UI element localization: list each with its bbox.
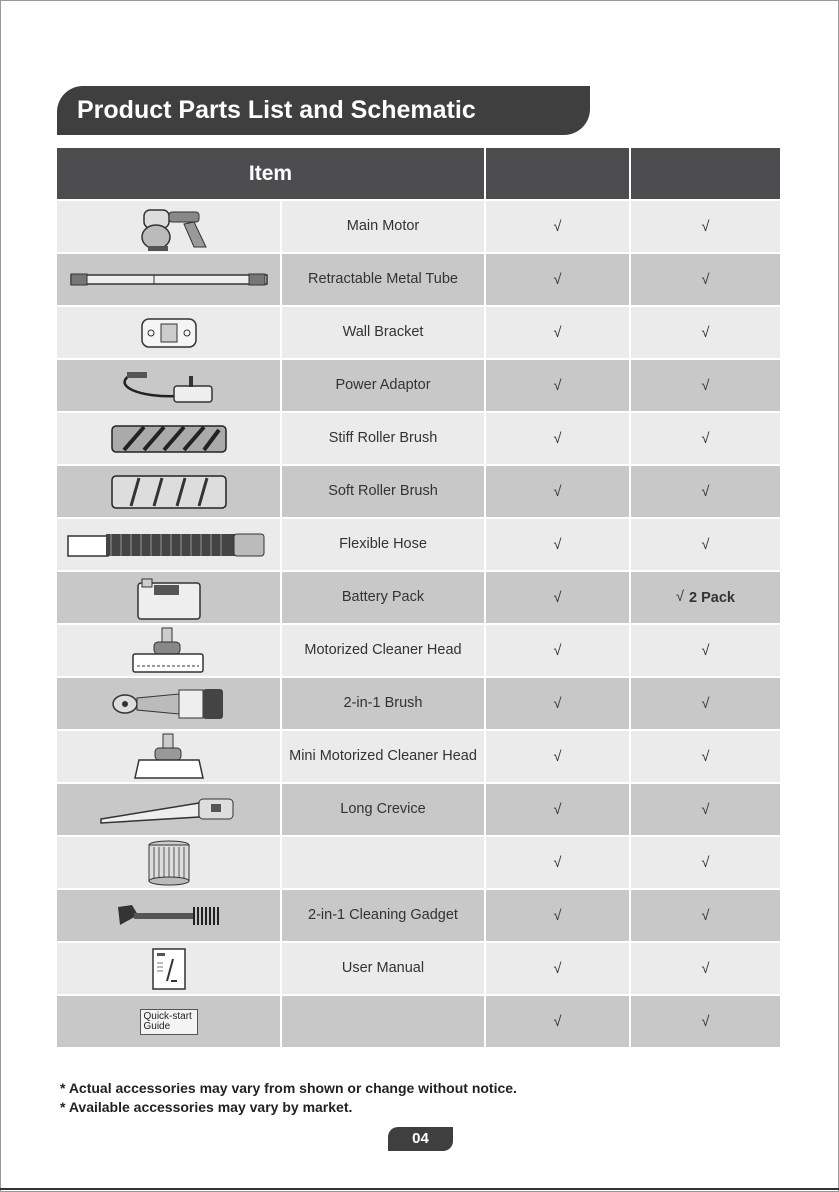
check-mark: √ xyxy=(631,360,780,411)
table-row xyxy=(57,678,780,729)
header-col3 xyxy=(631,148,780,199)
header-col2 xyxy=(486,148,629,199)
soft-roller-brush-icon xyxy=(57,466,280,517)
check-mark: √ xyxy=(486,996,629,1047)
check-mark: √ xyxy=(631,307,780,358)
page-title: Product Parts List and Schematic xyxy=(77,96,476,124)
part-name xyxy=(282,837,484,888)
main-motor-icon xyxy=(57,201,280,252)
part-name: Mini Motorized Cleaner Head xyxy=(282,731,484,782)
quick-start-guide-icon xyxy=(57,996,280,1047)
table-row xyxy=(57,201,780,252)
part-name: Motorized Cleaner Head xyxy=(282,625,484,676)
table-row xyxy=(57,943,780,994)
check-mark: √ xyxy=(631,890,780,941)
check-mark: √ xyxy=(631,466,780,517)
check-mark: √ xyxy=(486,678,629,729)
check-mark: √ 2 Pack xyxy=(631,572,780,623)
long-crevice-icon xyxy=(57,784,280,835)
check-mark: √ xyxy=(486,413,629,464)
metal-tube-icon xyxy=(57,254,280,305)
part-name: Long Crevice xyxy=(282,784,484,835)
table-row xyxy=(57,413,780,464)
table-row xyxy=(57,519,780,570)
check-mark: √ xyxy=(486,837,629,888)
title-banner xyxy=(57,86,590,135)
check-mark: √ xyxy=(486,466,629,517)
part-name: Stiff Roller Brush xyxy=(282,413,484,464)
wall-bracket-icon xyxy=(57,307,280,358)
table-row xyxy=(57,731,780,782)
table-row xyxy=(57,784,780,835)
mini-motorized-head-icon xyxy=(57,731,280,782)
user-manual-icon xyxy=(57,943,280,994)
check-mark: √ xyxy=(486,784,629,835)
stiff-roller-brush-icon xyxy=(57,413,280,464)
table-row xyxy=(57,466,780,517)
table-row xyxy=(57,254,780,305)
footnote: * Actual accessories may vary from shown or change without notice. xyxy=(60,1080,517,1096)
check-mark: √ xyxy=(631,201,780,252)
footnotes xyxy=(60,1080,517,1118)
check-mark: √ xyxy=(486,254,629,305)
check-mark: √ xyxy=(631,413,780,464)
part-name: Wall Bracket xyxy=(282,307,484,358)
part-name: 2-in-1 Cleaning Gadget xyxy=(282,890,484,941)
part-name: Main Motor xyxy=(282,201,484,252)
part-name: Soft Roller Brush xyxy=(282,466,484,517)
part-name: Battery Pack xyxy=(282,572,484,623)
check-mark: √ xyxy=(486,307,629,358)
table-row xyxy=(57,837,780,888)
check-mark: √ xyxy=(631,678,780,729)
check-mark: √ xyxy=(486,625,629,676)
quick-start-guide-text: Quick-start Guide xyxy=(140,1009,198,1035)
table-row xyxy=(57,890,780,941)
table-row xyxy=(57,572,780,623)
part-name: Power Adaptor xyxy=(282,360,484,411)
part-name xyxy=(282,996,484,1047)
battery-pack-icon xyxy=(57,572,280,623)
part-name: Retractable Metal Tube xyxy=(282,254,484,305)
parts-table xyxy=(55,146,782,1049)
check-mark: √ xyxy=(486,201,629,252)
check-mark: √ xyxy=(486,360,629,411)
check-mark: √ xyxy=(631,519,780,570)
check-mark: √ xyxy=(631,625,780,676)
check-mark: √ xyxy=(486,943,629,994)
table-row xyxy=(57,307,780,358)
two-in-one-brush-icon xyxy=(57,678,280,729)
footnote: * Available accessories may vary by market. xyxy=(60,1099,353,1115)
table-row xyxy=(57,360,780,411)
motorized-head-icon xyxy=(57,625,280,676)
check-mark: √ xyxy=(631,837,780,888)
table-row xyxy=(57,625,780,676)
part-name: Flexible Hose xyxy=(282,519,484,570)
cleaning-gadget-icon xyxy=(57,890,280,941)
check-mark: √ xyxy=(631,254,780,305)
power-adaptor-icon xyxy=(57,360,280,411)
part-name: 2-in-1 Brush xyxy=(282,678,484,729)
flexible-hose-icon xyxy=(57,519,280,570)
bottom-rule xyxy=(0,1188,839,1190)
table-header-row xyxy=(57,148,780,199)
table-row xyxy=(57,996,780,1047)
part-name: User Manual xyxy=(282,943,484,994)
check-mark: √ xyxy=(486,519,629,570)
filter-icon xyxy=(57,837,280,888)
check-mark: √ xyxy=(486,731,629,782)
two-pack-label: 2 Pack xyxy=(689,589,735,606)
page-number: 04 xyxy=(388,1127,453,1151)
check-mark: √ xyxy=(631,996,780,1047)
check-mark: √ xyxy=(631,784,780,835)
check-mark: √ xyxy=(486,890,629,941)
check-mark: √ xyxy=(631,731,780,782)
header-item: Item xyxy=(57,148,484,199)
check-mark: √ xyxy=(631,943,780,994)
check-mark: √ xyxy=(486,572,629,623)
